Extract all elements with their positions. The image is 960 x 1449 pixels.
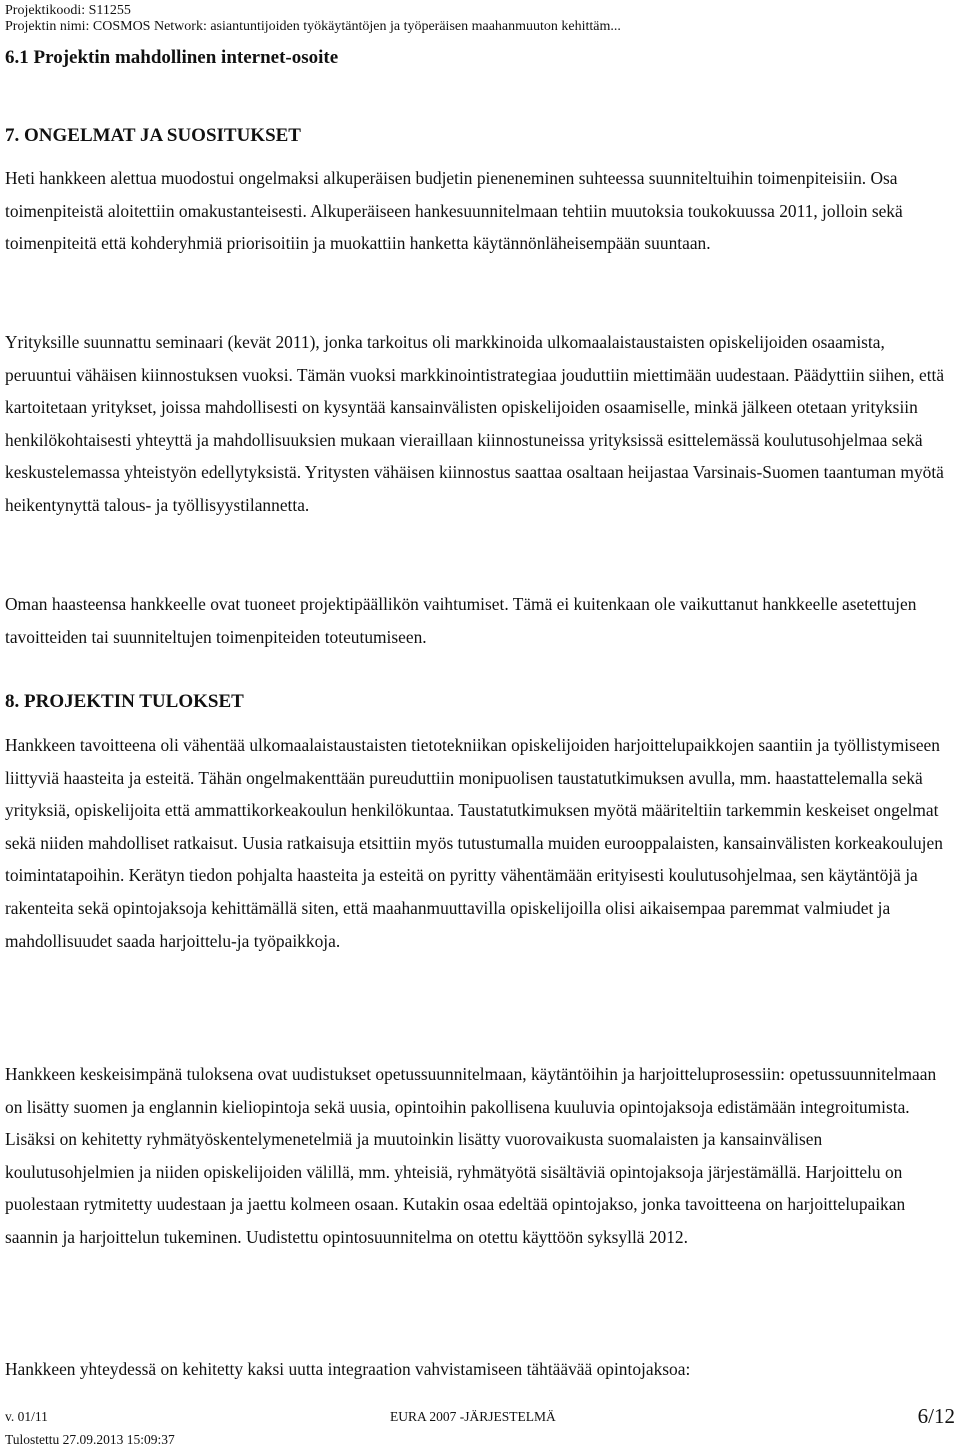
section-8-paragraph-1: Hankkeen tavoitteena oli vähentää ulkomaalaistaustaisten tietotekniikan opiskelijoiden harjoittelupaikkojen saantiin ja työllistymiseen liittyviä haasteita ja esteitä. Tähän ongelmakenttään pureuduttiin monipuolisen taustatutkimuksen avulla, mm. haastattelemalla sekä yrityksiä, opiskelijoita että ammattikorkeakoulun henkilökuntaa. Taustatutkimuksen myötä määriteltiin tarkemmin keskeiset ongelmat sekä niiden mahdolliset ratkaisut. Uusia ratkaisuja etsittiin myös tutustumalla muiden eurooppalaisten, kansainvälisten korkeakoulujen toimintatapoihin. Kerätyn tiedon pohjalta haasteita ja esteitä on pyritty vähentämään erityisesti koulutusohjelmaa, sen käytäntöjä ja rakenteita sekä opintojaksoja kehittämällä siten, että maahanmuuttavilla opiskelijoilla olisi aikaisempaa paremmat valmiudet ja mahdollisuudet saada harjoittelu-ja työpaikkoja.	[5, 735, 943, 951]
section-7-title: 7. ONGELMAT JA SUOSITUKSET	[5, 125, 301, 146]
section-8-paragraph-2: Hankkeen keskeisimpänä tuloksena ovat uudistukset opetussuunnitelmaan, käytäntöihin ja harjoitteluprosessiin: opetussuunnitelmaan on lisätty suomen ja englannin kieliopintoja sekä uusia, opintoihin pakollisena kuuluvia opintojaksoja edistämään integroitumista. Lisäksi on kehitetty ryhmätyöskentelymenetelmiä ja muutoinkin lisätty vuorovaikusta suomalaisten ja kansainvälisen koulutusohjelmien ja niiden opiskelijoiden välillä, mm. yhteisiä, ryhmätyötä sisältäviä opintojaksoja järjestämällä. Harjoittelu on puolestaan rytmitetty uudestaan ja jaettu kolmeen osaan. Kutakin osaa edeltää opintojakso, jonka tavoitteena on harjoittelupaikan saannin ja harjoittelun tukeminen. Uudistettu opintosuunnitelma on otettu käyttöön syksyllä 2012.	[5, 1064, 937, 1247]
section-7-paragraph-2: Yrityksille suunnattu seminaari (kevät 2011), jonka tarkoitus oli markkinoida ulkomaalaistaustaisten opiskelijoiden osaamista, peruuntui vähäisen kiinnostuksen vuoksi. Tämän vuoksi markkinointistrategiaa jouduttiin miettimään uudestaan. Päädyttiin siihen, että kartoitetaan yritykset, joissa mahdollisesti on kysyntää kansainvälisten opiskelijoiden osaamiselle, minkä jälkeen otetaan yrityksiin henkilökohtaisesti yhteyttä ja mahdollisuuksien mukaan vieraillaan kiinnostuneissa yrityksissä esittelemässä koulutusohjelmaa sekä keskustelemassa yhteistyön edellytyksistä. Yritysten vähäisen kiinnostus saattaa osaltaan heijastaa Varsinais-Suomen taantuman myötä heikentynyttä talous- ja työllisyystilannetta.	[5, 332, 945, 515]
footer-version: v. 01/11	[5, 1409, 48, 1424]
footer-printed: Tulostettu 27.09.2013 15:09:37	[5, 1432, 175, 1447]
project-code: Projektikoodi: S11255	[5, 3, 131, 18]
project-name: Projektin nimi: COSMOS Network: asiantuntijoiden työkäytäntöjen ja työperäisen maahanmuuton kehittäm...	[5, 19, 621, 34]
section-7-paragraph-1: Heti hankkeen alettua muodostui ongelmaksi alkuperäisen budjetin pieneneminen suhteessa suunniteltuihin toimenpiteisiin. Osa toimenpiteistä aloitettiin omakustanteisesti. Alkuperäiseen hankesuunnitelmaan tehtiin muutoksia toukokuussa 2011, jolloin sekä toimenpiteitä että kohderyhmiä priorisoitiin ja muokattiin hanketta käytännönläheisempään suuntaan.	[5, 168, 903, 254]
section-8-paragraph-3: Hankkeen yhteydessä on kehitetty kaksi uutta integraation vahvistamiseen tähtäävää opintojaksoa:	[5, 1359, 691, 1379]
footer-system: EURA 2007 -JÄRJESTELMÄ	[390, 1409, 556, 1424]
section-6-1-title: 6.1 Projektin mahdollinen internet-osoite	[5, 47, 339, 68]
footer-page-number: 6/12	[917, 1404, 955, 1428]
section-7-paragraph-3: Oman haasteensa hankkeelle ovat tuoneet projektipäällikön vaihtumiset. Tämä ei kuitenkaan ole vaikuttanut hankkeelle asetettujen tavoitteiden tai suunniteltujen toimenpiteiden toteutumiseen.	[5, 594, 917, 647]
section-8-title: 8. PROJEKTIN TULOKSET	[5, 691, 244, 712]
